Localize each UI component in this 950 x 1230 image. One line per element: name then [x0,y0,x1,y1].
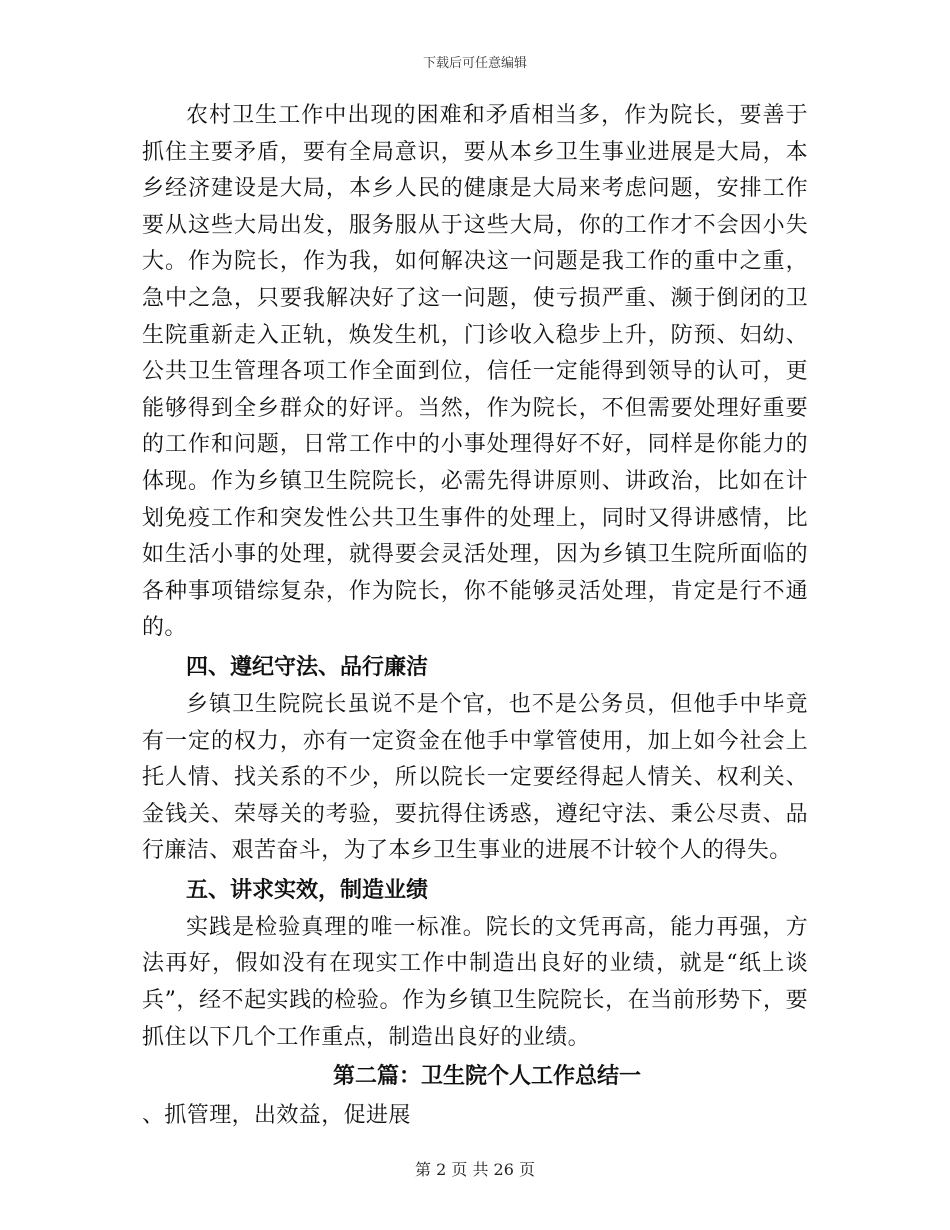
section-heading-4: 四、遵纪守法、品行廉洁 [186,653,429,680]
document-body [142,98,808,1136]
page-header: 下载后可任意编辑 [422,56,527,71]
last-line: 、抓管理，出效益，促进展 [142,1103,411,1129]
chapter-title: 第二篇：卫生院个人工作总结一 [332,1063,641,1090]
paragraph-3: 实践是检验真理的唯一标准。院长的文凭再高，能力再强，方法再好，假如没有在现实工作中制造出良好的业绩，就是“纸上谈兵”，经不起实践的检验。作为乡镇卫生院院长，在当前形势下，要抓住以下几个工作重点，制造出良好的业绩。 [142,914,808,1050]
paragraph-2: 乡镇卫生院院长虽说不是个官，也不是公务员，但他手中毕竟有一定的权力，亦有一定资金在他手中掌管使用，加上如今社会上托人情、找关系的不少，所以院长一定要经得起人情关、权利关、金钱关、荣辱关的考验，要抗得住诱惑，遵纪守法、秉公尽责、品行廉洁、艰苦奋斗，为了本乡卫生事业的进展不计较个人的得失。 [142,691,808,864]
section-heading-5: 五、讲求实效，制造业绩 [186,876,429,903]
paragraph-1: 农村卫生工作中出现的困难和矛盾相当多，作为院长，要善于抓住主要矛盾，要有全局意识，要从本乡卫生事业进展是大局，本乡经济建设是大局，本乡人民的健康是大局来考虑问题，安排工作要从这些大局出发，服务服从于这些大局，你的工作才不会因小失大。作为院长，作为我，如何解决这一问题是我工作的重中之重，急中之急，只要我解决好了这一问题，使亏损严重、濒于倒闭的卫生院重新走入正轨，焕发生机，门诊收入稳步上升，防预、妇幼、公共卫生管理各项工作全面到位，信任一定能得到领导的认可，更能够得到全乡群众的好评。当然，作为院长，不但需要处理好重要的工作和问题，日常工作中的小事处理得好不好，同样是你能力的体现。作为乡镇卫生院院长，必需先得讲原则、讲政治，比如在计划免疫工作和突发性公共卫生事件的处理上，同时又得讲感情，比如生活小事的处理，就得要会灵活处理，因为乡镇卫生院所面临的各种事项错综复杂，作为院长，你不能够灵活处理，肯定是行不通的。 [142,103,808,641]
page-footer: 第 2 页 共 26 页 [415,1160,535,1179]
